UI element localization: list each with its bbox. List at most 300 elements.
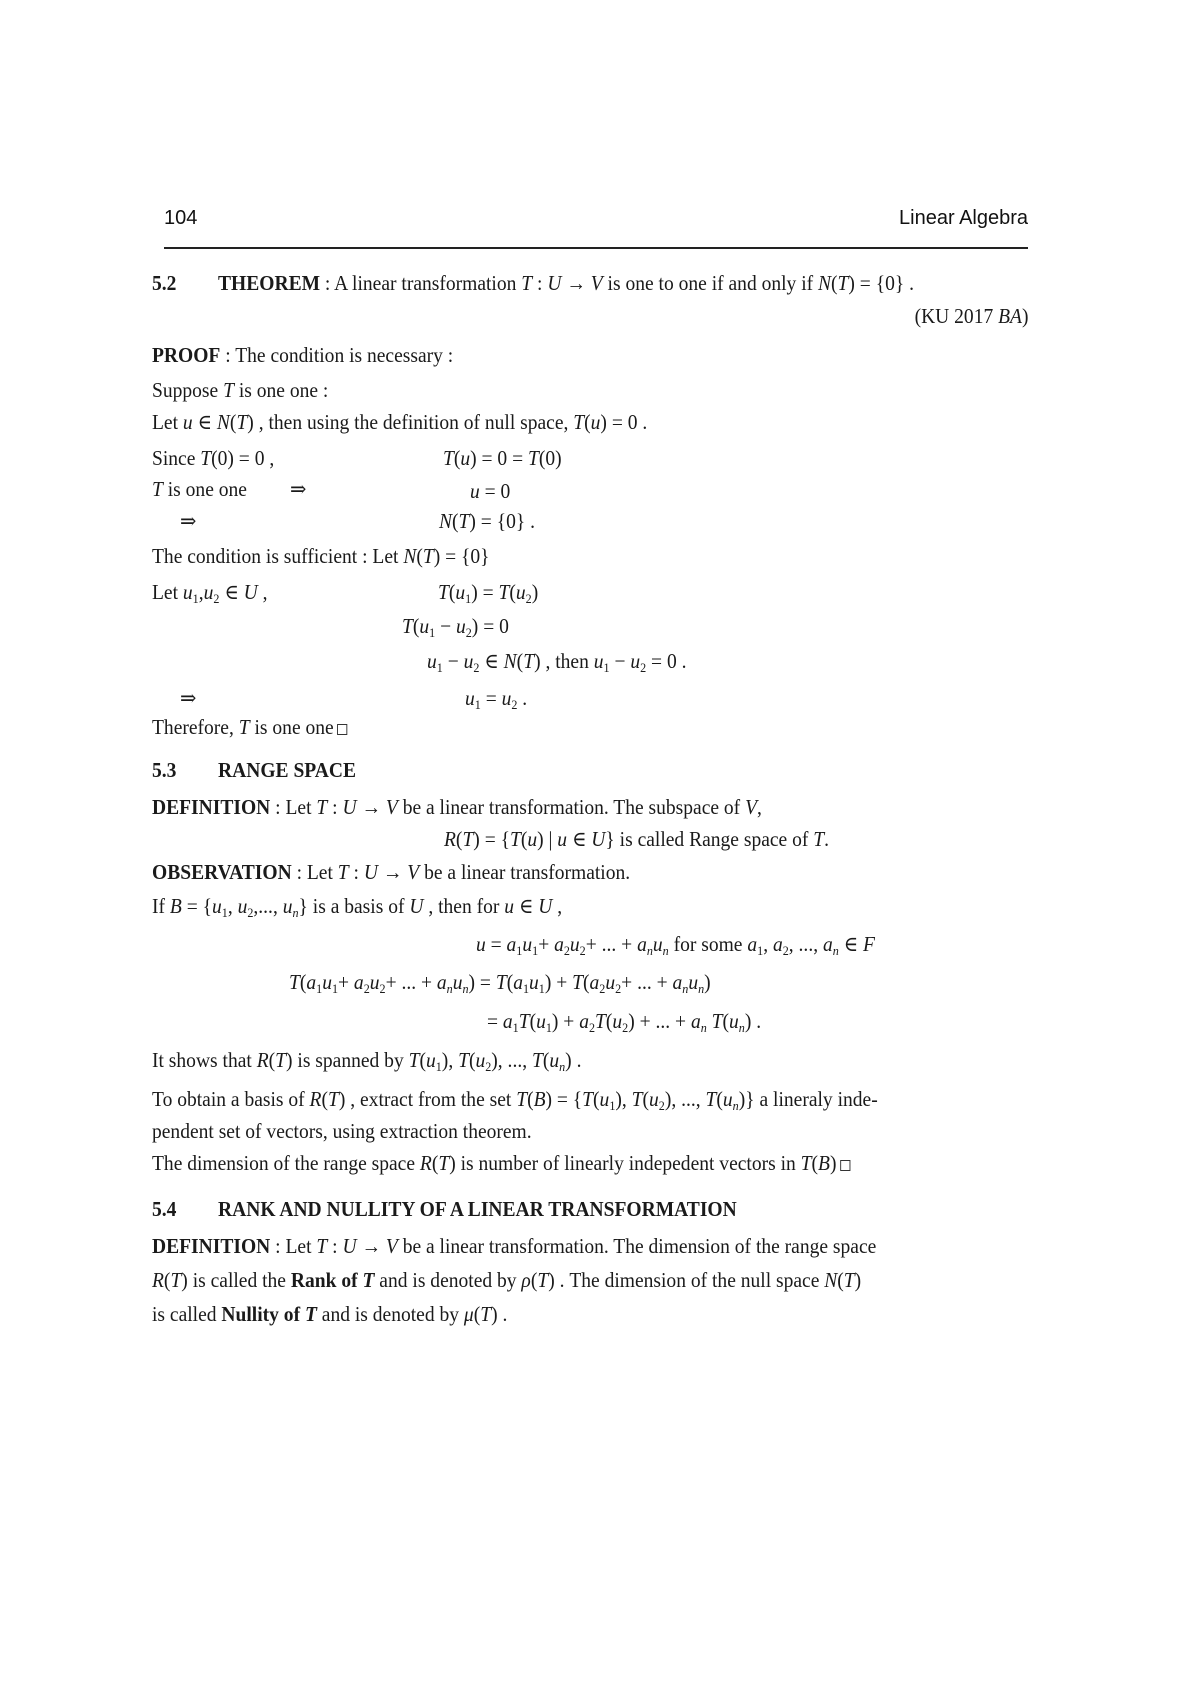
text-run: ), ..., — [491, 1048, 532, 1072]
subscript: 2 — [563, 942, 570, 958]
text-run: ( — [520, 827, 528, 851]
text-run: − — [435, 614, 456, 638]
text-run: ( — [321, 1087, 329, 1111]
page-number: 104 — [164, 207, 198, 229]
text-line-section-5-4 — [152, 1196, 737, 1222]
text-line-proof-heading — [152, 342, 453, 368]
math-symbol: u — [529, 970, 539, 994]
text-run: is one to one if and only if — [602, 271, 819, 295]
subscript: 1 — [192, 590, 199, 606]
text-run: ( — [468, 1048, 476, 1072]
subscript: n — [698, 980, 705, 996]
math-symbol: u — [536, 1009, 546, 1033]
text-line-suppose — [152, 377, 328, 403]
text-run: ) . — [565, 1048, 582, 1072]
math-symbol: T — [813, 827, 825, 851]
subscript: 2 — [465, 624, 472, 640]
text-run: Therefore, — [152, 715, 239, 739]
math-symbol: U — [363, 860, 378, 884]
math-symbol: a — [579, 1009, 589, 1033]
text-run: + — [538, 932, 555, 956]
text-run: ) = 0 . — [600, 410, 648, 434]
text-run: )} a lineraly inde- — [738, 1087, 878, 1111]
math-symbol: R — [309, 1087, 322, 1111]
math-symbol: a — [637, 932, 647, 956]
subscript: n — [462, 980, 469, 996]
text-run: To obtain a basis of — [152, 1087, 310, 1111]
math-symbol: u — [605, 970, 616, 994]
text-line-definition-rank-2 — [152, 1267, 861, 1293]
math-symbol: u — [476, 932, 486, 956]
text-run: ( — [412, 614, 420, 638]
subscript: 2 — [579, 942, 586, 958]
subscript: 2 — [640, 659, 647, 675]
subscript: n — [738, 1019, 745, 1035]
bold-term: DEFINITION — [152, 795, 271, 819]
text-run: → — [356, 1234, 386, 1258]
math-symbol: T — [498, 580, 510, 604]
text-line-t-combination — [289, 969, 711, 995]
math-symbol: T — [462, 827, 474, 851]
text-run: Let — [152, 580, 183, 604]
math-symbol: T — [402, 614, 413, 638]
text-run: ( — [583, 970, 590, 994]
section-number: 5.3 — [152, 758, 177, 782]
math-symbol: T — [480, 1302, 492, 1326]
math-symbol: T — [527, 446, 539, 470]
subscript: 1 — [532, 942, 539, 958]
text-run: ( — [455, 827, 463, 851]
math-symbol: B — [169, 894, 182, 918]
text-run: ( — [229, 410, 237, 434]
text-run: ⇒ — [290, 477, 307, 501]
math-symbol: u — [688, 970, 699, 994]
math-symbol: u — [527, 827, 538, 851]
text-run: ∈ — [192, 410, 217, 434]
subscript: 2 — [615, 980, 622, 996]
math-symbol: a — [772, 932, 783, 956]
math-symbol: T — [170, 1268, 182, 1292]
math-symbol: u — [652, 932, 663, 956]
text-run: ∈ — [514, 894, 539, 918]
math-symbol: T — [362, 1268, 375, 1292]
math-symbol: u — [182, 580, 193, 604]
subscript: 1 — [435, 1058, 442, 1074]
math-symbol: T — [837, 271, 849, 295]
subscript: 2 — [485, 1058, 492, 1074]
text-run: ( — [416, 544, 423, 568]
math-symbol: u — [463, 649, 474, 673]
text-line-theorem-ref — [914, 303, 1028, 329]
math-symbol: T — [521, 271, 533, 295]
math-symbol: a — [822, 932, 833, 956]
text-run: ) = {0} . — [469, 509, 535, 533]
text-line-therefore — [152, 714, 348, 740]
math-symbol: R — [152, 1268, 164, 1292]
text-line-u-combination — [476, 931, 875, 957]
text-run: ) + — [544, 970, 573, 994]
text-run: , ..., — [788, 932, 823, 956]
math-symbol: U — [342, 1234, 357, 1258]
math-symbol: a — [513, 970, 523, 994]
text-run: ( — [509, 580, 516, 604]
math-symbol: U — [342, 795, 357, 819]
text-run: : — [348, 860, 364, 884]
text-run: , — [763, 932, 773, 956]
math-symbol: u — [569, 932, 580, 956]
subscript: 1 — [538, 980, 545, 996]
math-symbol: T — [523, 649, 535, 673]
math-symbol: a — [506, 932, 517, 956]
math-symbol: T — [238, 715, 250, 739]
text-run: : The condition is necessary : — [220, 343, 454, 367]
math-symbol: μ — [463, 1302, 474, 1326]
math-symbol: T — [458, 509, 470, 533]
math-symbol: u — [203, 580, 214, 604]
math-symbol: a — [436, 970, 447, 994]
math-symbol: u — [182, 410, 193, 434]
text-run: , — [552, 894, 563, 918]
text-run: ( — [642, 1087, 650, 1111]
math-symbol: B — [818, 1151, 830, 1175]
text-run: ) . — [491, 1302, 508, 1326]
math-symbol: T — [337, 860, 349, 884]
text-run: = 0 — [479, 479, 511, 503]
text-run: ) is spanned by — [286, 1048, 409, 1072]
math-symbol: a — [672, 970, 683, 994]
math-symbol: T — [304, 1302, 317, 1326]
subscript: 1 — [474, 696, 481, 712]
text-run: + ... + — [585, 932, 638, 956]
text-run: ) is number of linearly indepedent vectors in — [449, 1151, 801, 1175]
text-run: and is denoted by — [316, 1302, 464, 1326]
math-symbol: T — [200, 446, 212, 470]
subscript: 1 — [757, 942, 764, 958]
bold-term: Rank of — [290, 1268, 363, 1292]
math-symbol: V — [407, 860, 420, 884]
math-symbol: V — [745, 795, 758, 819]
math-symbol: u — [722, 1087, 733, 1111]
math-symbol: u — [475, 1048, 486, 1072]
header-rule — [164, 247, 1028, 249]
text-run: Suppose — [152, 378, 224, 402]
text-run: ) + — [551, 1009, 580, 1033]
text-run: : — [327, 1234, 343, 1258]
text-run: ( — [268, 1048, 276, 1072]
text-run: → — [356, 795, 386, 819]
bold-term: OBSERVATION — [152, 860, 292, 884]
bold-term: RANK AND NULLITY OF A LINEAR TRANSFORMATION — [218, 1197, 737, 1221]
text-line-one-one — [152, 476, 247, 502]
section-number: 5.2 — [152, 271, 177, 295]
text-run: ( — [431, 1151, 439, 1175]
math-symbol: T — [438, 580, 449, 604]
subscript: 2 — [782, 942, 789, 958]
text-line-diff-in-nt — [427, 648, 686, 674]
text-run: + — [338, 970, 354, 994]
text-run: ⇒ — [180, 509, 197, 533]
text-run: : Let — [270, 795, 317, 819]
text-run: ( — [593, 1087, 600, 1111]
math-symbol: U — [243, 580, 258, 604]
text-run: ) , then using the definition of null space, — [247, 410, 574, 434]
text-run: ∈ — [838, 932, 864, 956]
text-line-let-u1u2 — [152, 579, 268, 605]
text-line-one-one-arrow — [290, 476, 306, 502]
bold-term: THEOREM — [218, 271, 321, 295]
text-line-observation — [152, 859, 630, 885]
subscript: 2 — [525, 590, 532, 606]
text-run: ( — [529, 1009, 537, 1033]
running-title: Linear Algebra — [899, 207, 1028, 229]
subscript: 2 — [658, 1097, 665, 1113]
text-run: If — [152, 894, 170, 918]
text-run: ( — [837, 1268, 844, 1292]
math-symbol: T — [572, 970, 584, 994]
math-symbol: u — [590, 410, 601, 434]
subscript: n — [700, 1019, 707, 1035]
math-symbol: U — [538, 894, 553, 918]
math-symbol: T — [711, 1009, 723, 1033]
text-run: − — [442, 649, 464, 673]
subscript: 1 — [436, 659, 443, 675]
math-symbol: T — [800, 1151, 812, 1175]
subscript: 2 — [588, 1019, 596, 1035]
text-run: ) — [854, 1268, 862, 1292]
text-run: : Let — [270, 1234, 317, 1258]
text-run: = — [480, 686, 502, 710]
text-line-arrow-2 — [180, 685, 196, 711]
bold-term: DEFINITION — [152, 1234, 271, 1258]
math-symbol: T — [458, 1048, 469, 1072]
text-run: : A linear transformation — [320, 271, 522, 295]
text-run: ) is called the — [181, 1268, 291, 1292]
math-symbol: u — [455, 580, 466, 604]
math-symbol: u — [237, 894, 248, 918]
subscript: 1 — [221, 904, 228, 920]
text-run: : Let — [291, 860, 338, 884]
math-symbol: u — [460, 446, 471, 470]
math-symbol: a — [589, 970, 600, 994]
text-line-u1-eq-u2 — [465, 685, 527, 711]
math-symbol: T — [289, 970, 300, 994]
text-run: = 0 . — [646, 649, 687, 673]
text-run: is called — [152, 1302, 222, 1326]
text-run: ( — [473, 1302, 481, 1326]
text-run: ( — [453, 446, 461, 470]
text-run: Let — [152, 410, 183, 434]
math-symbol: u — [599, 1087, 610, 1111]
text-run: ) = 0 — [471, 614, 509, 638]
text-run: → — [377, 860, 408, 884]
subscript: 1 — [545, 1019, 552, 1035]
subscript: 1 — [609, 1097, 616, 1113]
math-symbol: T — [531, 1048, 543, 1072]
math-symbol: T — [843, 1268, 855, 1292]
text-run: ( — [163, 1268, 171, 1292]
math-symbol: U — [591, 827, 606, 851]
text-run: ) = — [468, 970, 496, 994]
text-line-range-set — [444, 826, 829, 852]
subscript: n — [646, 942, 653, 958]
math-symbol: R — [256, 1048, 269, 1072]
subscript: 1 — [603, 659, 610, 675]
text-run: ( — [527, 1087, 534, 1111]
math-symbol: a — [353, 970, 364, 994]
text-run: = — [487, 1009, 503, 1033]
math-symbol: U — [409, 894, 424, 918]
math-symbol: u — [455, 614, 466, 638]
math-symbol: u — [504, 894, 515, 918]
math-symbol: T — [516, 1087, 528, 1111]
text-run: ) | — [537, 827, 558, 851]
math-symbol: T — [236, 410, 248, 434]
math-symbol: B — [533, 1087, 546, 1111]
subscript: 2 — [363, 980, 370, 996]
text-run: Since — [152, 446, 201, 470]
math-symbol: T — [631, 1087, 643, 1111]
text-run: ), — [615, 1087, 632, 1111]
math-symbol: ρ — [521, 1268, 531, 1292]
math-symbol: T — [705, 1087, 717, 1111]
math-symbol: u — [612, 1009, 623, 1033]
text-run: ∈ — [567, 827, 592, 851]
qed-square-icon — [337, 724, 347, 735]
text-run: The condition is sufficient : Let — [152, 544, 404, 568]
text-run: pendent set of vectors, using extraction theorem. — [152, 1119, 532, 1143]
text-run: ( — [605, 1009, 613, 1033]
math-symbol: T — [328, 1087, 339, 1111]
math-symbol: u — [549, 1048, 560, 1072]
text-line-since-eq — [443, 445, 562, 471]
subscript: 1 — [429, 624, 436, 640]
text-run: ) — [531, 580, 539, 604]
text-run: , then for — [423, 894, 505, 918]
bold-term: PROOF — [152, 343, 221, 367]
text-run: ( — [516, 649, 524, 673]
text-run: ) = { — [473, 827, 510, 851]
text-run: be a linear transformation. The dimension of the range space — [397, 1234, 877, 1258]
text-run: (KU 2017 — [914, 304, 998, 328]
math-symbol: u — [515, 580, 526, 604]
subscript: 2 — [379, 980, 386, 996]
text-run: ) = {0} — [433, 544, 490, 568]
text-run: ), — [441, 1048, 459, 1072]
math-symbol: u — [649, 1087, 659, 1111]
text-run: is one one : — [233, 378, 329, 402]
math-symbol: R — [444, 827, 456, 851]
text-run: (0) = 0 , — [211, 446, 275, 470]
subscript: 2 — [599, 980, 606, 996]
text-line-sufficient — [152, 543, 490, 569]
text-run: ) — [829, 1151, 837, 1175]
math-symbol: u — [211, 894, 222, 918]
math-symbol: u — [630, 649, 641, 673]
math-symbol: T — [275, 1048, 287, 1072]
math-symbol: T — [518, 1009, 530, 1033]
text-run: ( — [452, 509, 459, 533]
math-symbol: u — [729, 1009, 739, 1033]
text-line-to-obtain — [152, 1086, 878, 1112]
subscript: n — [446, 980, 453, 996]
text-line-if-basis — [152, 893, 562, 919]
math-symbol: T — [316, 1234, 328, 1258]
math-symbol: u — [427, 649, 437, 673]
text-run: ) — [704, 970, 711, 994]
math-symbol: u — [593, 649, 604, 673]
text-line-t-expanded — [487, 1008, 761, 1034]
math-symbol: N — [818, 271, 832, 295]
text-run: : — [532, 271, 548, 295]
text-line-since — [152, 445, 274, 471]
math-symbol: T — [573, 410, 585, 434]
text-run: + ... + — [385, 970, 437, 994]
text-run: It shows that — [152, 1048, 257, 1072]
math-symbol: T — [422, 544, 434, 568]
text-line-section-5-3 — [152, 757, 356, 783]
text-run: ) . The dimension of the null space — [548, 1268, 825, 1292]
math-symbol: N — [216, 410, 230, 434]
text-line-definition-rank-3 — [152, 1301, 507, 1327]
math-symbol: T — [443, 446, 454, 470]
text-run: ( — [419, 1048, 426, 1072]
subscript: 1 — [465, 590, 472, 606]
text-run: } is a basis of — [298, 894, 410, 918]
subscript: 1 — [316, 980, 323, 996]
subscript: n — [732, 1097, 739, 1113]
math-symbol: T — [582, 1087, 594, 1111]
text-line-dimension-range — [152, 1150, 850, 1176]
text-run: for some — [668, 932, 748, 956]
math-symbol: F — [863, 932, 875, 956]
text-run: ) = {0} . — [848, 271, 914, 295]
text-run: . — [517, 686, 528, 710]
text-run: − — [609, 649, 631, 673]
subscript: n — [292, 904, 299, 920]
subscript: 2 — [213, 590, 220, 606]
text-run: ( — [716, 1087, 723, 1111]
text-run: ) = 0 = — [470, 446, 528, 470]
math-symbol: u — [282, 894, 293, 918]
math-symbol: u — [452, 970, 463, 994]
text-line-it-shows — [152, 1047, 581, 1073]
math-symbol: N — [824, 1268, 838, 1292]
math-symbol: a — [502, 1009, 513, 1033]
math-symbol: BA — [997, 304, 1022, 328]
text-run: ∈ — [479, 649, 504, 673]
math-symbol: u — [322, 970, 332, 994]
text-run: ( — [584, 410, 591, 434]
text-run: ⇒ — [180, 686, 197, 710]
text-run: ( — [722, 1009, 730, 1033]
subscript: 1 — [331, 980, 339, 996]
math-symbol: T — [408, 1048, 420, 1072]
text-run: be a linear transformation. — [419, 860, 631, 884]
math-symbol: N — [403, 544, 417, 568]
text-run: (0) — [538, 446, 562, 470]
math-symbol: R — [419, 1151, 432, 1175]
subscript: 1 — [516, 942, 523, 958]
math-symbol: T — [495, 970, 507, 994]
math-symbol: a — [690, 1009, 701, 1033]
subscript: 1 — [512, 1019, 519, 1035]
text-run: and is denoted by — [374, 1268, 522, 1292]
math-symbol: a — [747, 932, 758, 956]
math-symbol: u — [465, 686, 475, 710]
text-run: ,..., — [253, 894, 283, 918]
text-run: is one one — [249, 715, 334, 739]
subscript: n — [832, 942, 839, 958]
